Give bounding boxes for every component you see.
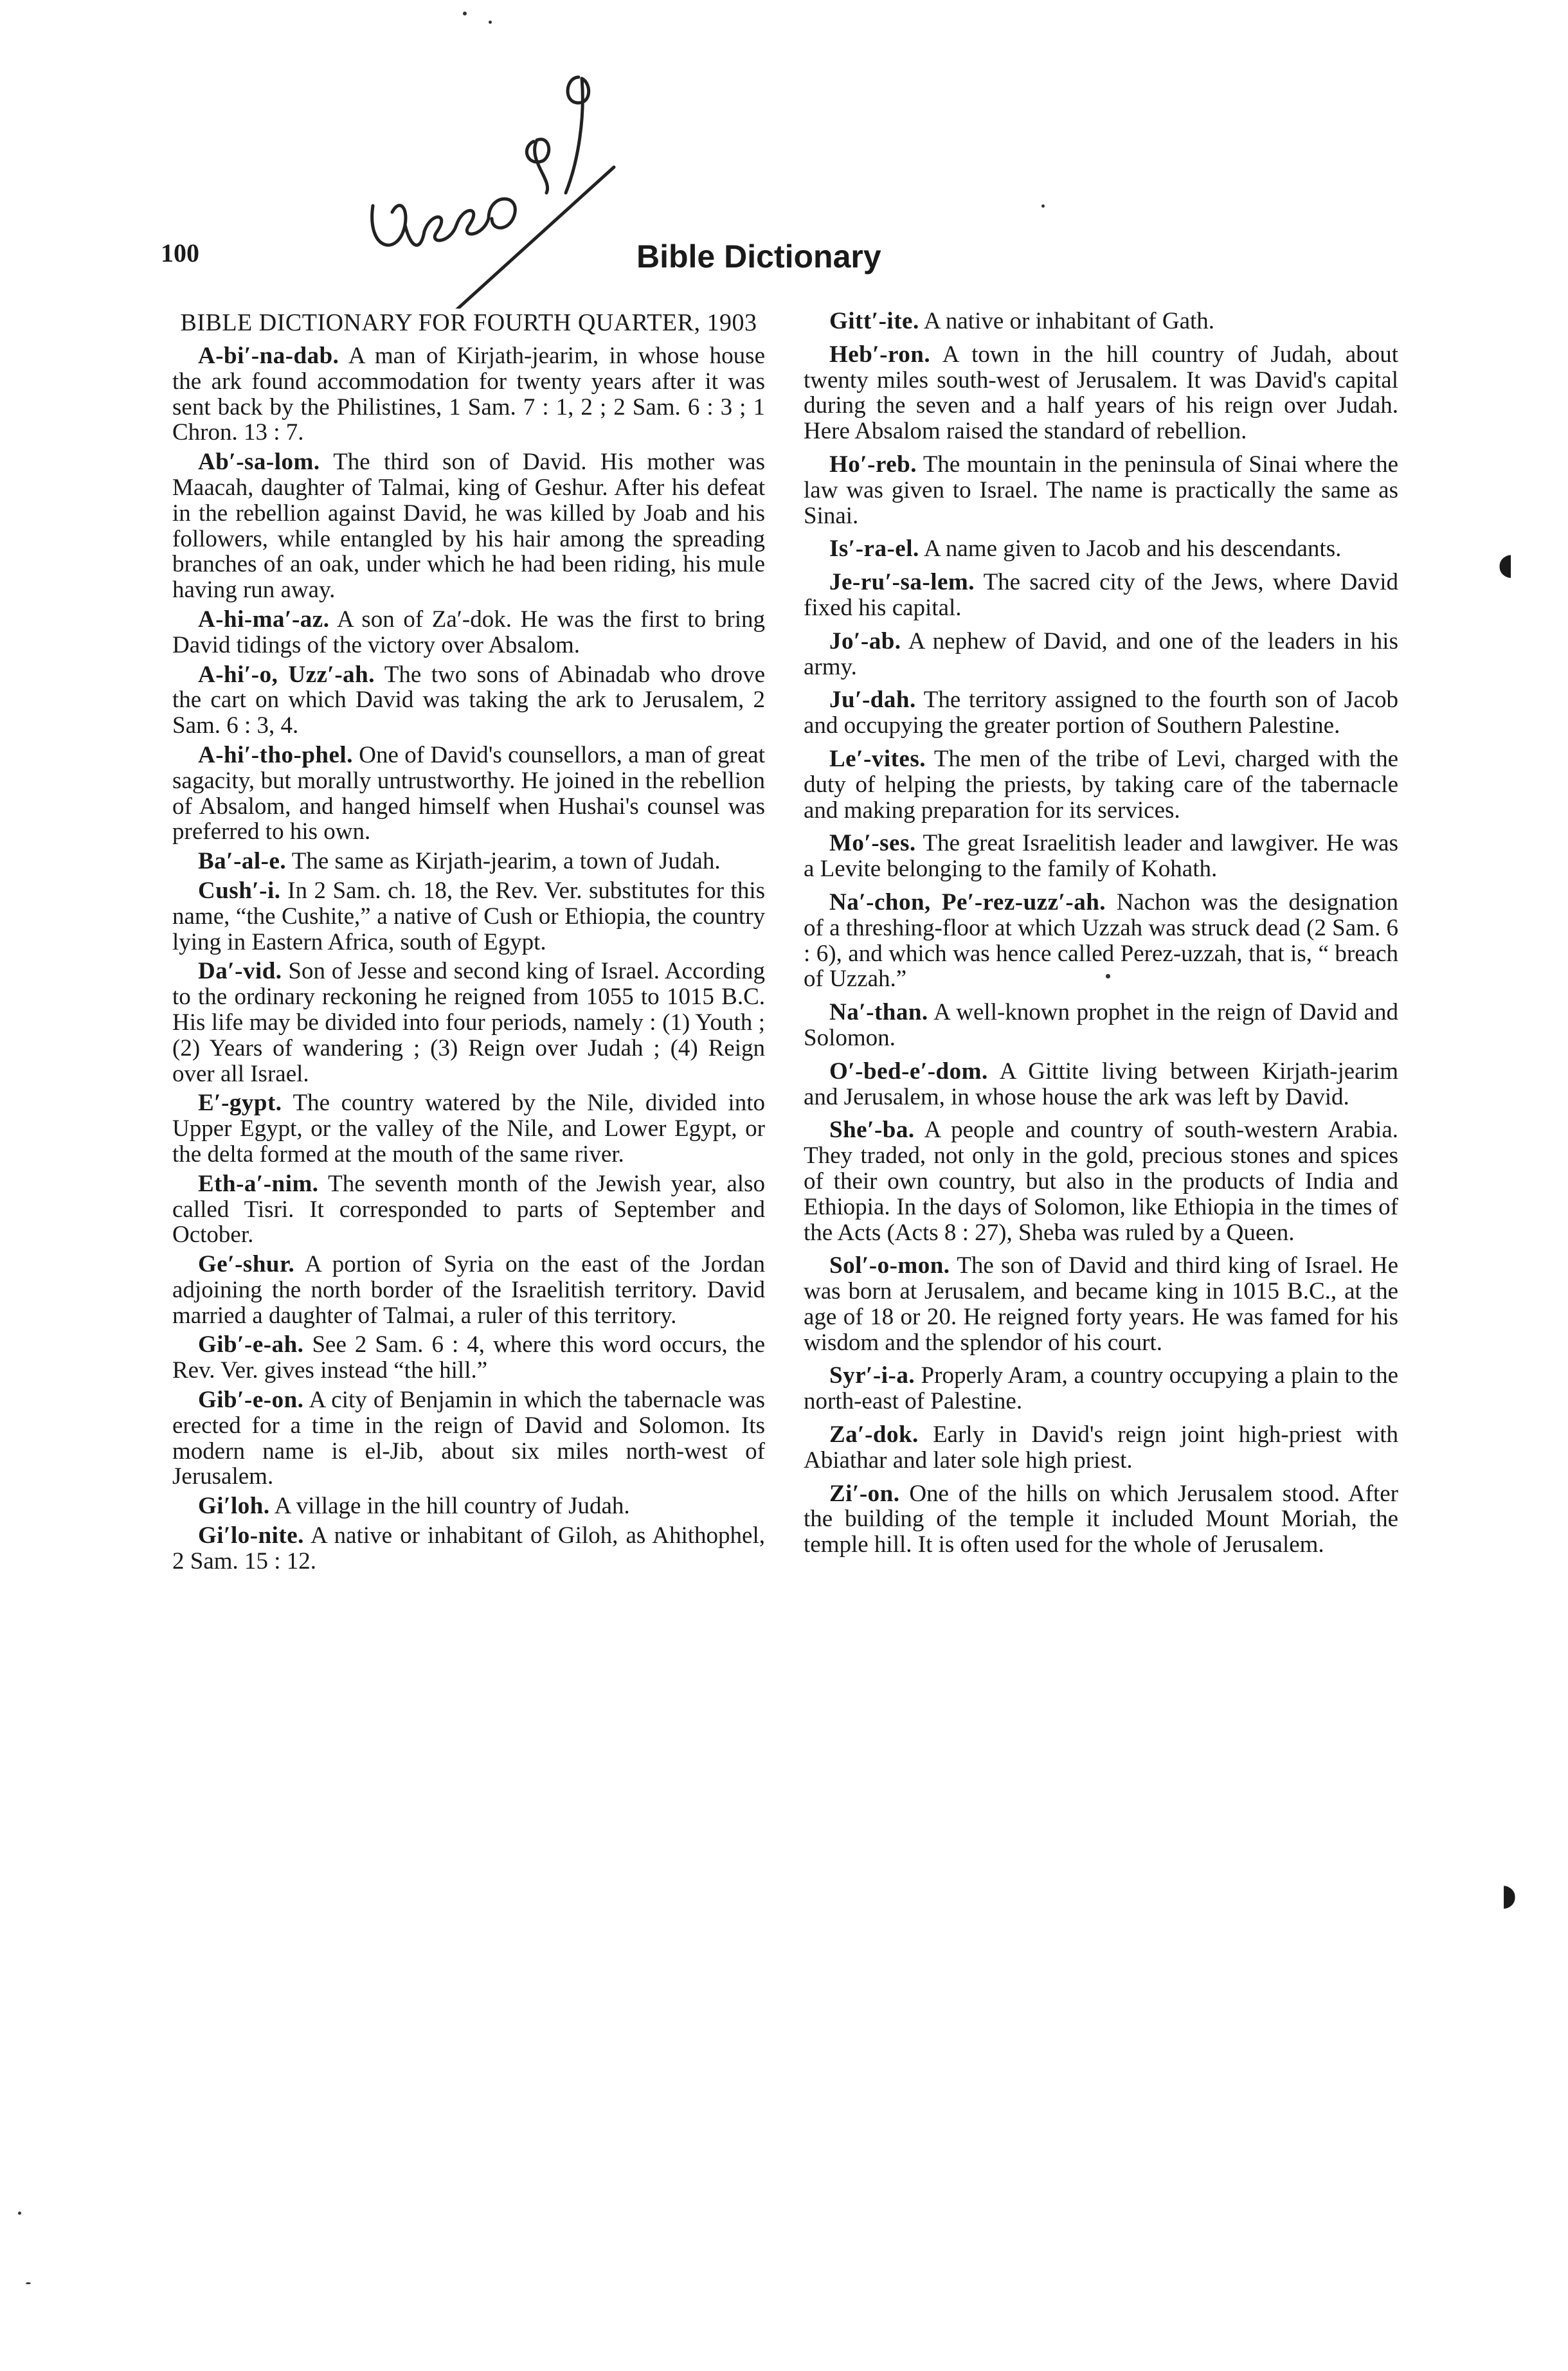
entry-definition: A name given to Jacob and his descendants. [923,536,1342,563]
dictionary-entry [804,309,1398,334]
dictionary-entry [804,452,1398,528]
entry-term: A-bi′-na-dab. [198,343,339,369]
entry-definition: Early in David's reign joint high-priest with Abiathar and later sole high priest. [804,1421,1398,1474]
entry-term: Za′-dok. [829,1421,919,1448]
dictionary-entry [172,743,765,845]
entry-definition: The men of the tribe of Levi, charged with the duty of helping the priests, by taking care of the tabernacle and making preparation for its services. [804,745,1398,824]
speck [1106,974,1110,978]
speck [1041,204,1045,208]
dictionary-entry [172,1523,765,1574]
entry-term: Eth-a′-nim. [198,1170,319,1197]
dictionary-entry [804,1363,1398,1414]
margin-mark: ◗ [1501,1877,1517,1912]
entry-definition: A village in the hill country of Judah. [274,1493,630,1520]
dictionary-entry [804,629,1398,680]
dictionary-entry [804,570,1398,621]
dictionary-entry [172,1332,765,1384]
dictionary-entry [172,959,765,1086]
entry-definition: A native or inhabitant of Giloh, as Ahithophel, 2 Sam. 15 : 12. [172,1522,765,1574]
entry-term: A-hi′-o, Uzz′-ah. [198,661,375,688]
entry-term: Na′-than. [829,999,928,1026]
entry-definition: The country watered by the Nile, divided into Upper Egypt, or the valley of the Nile, and Lower Egypt, or the delta formed at the mouth of the same river. [172,1090,765,1167]
dictionary-entry [804,831,1398,882]
dictionary-entry [804,1481,1398,1558]
page-number: 100 [161,239,199,267]
entry-term: Ab′-sa-lom. [198,449,320,476]
entry-term: Ju′-dah. [829,687,916,714]
running-head: Bible Dictionary [636,239,881,275]
dictionary-entry [804,746,1398,823]
entry-definition: A people and country of south-western Arabia. They traded, not only in the gold, precious stones and spices of their own country, but also in the products of India and Ethiopia. In the days of Solomon, like Ethiopia in the times of the Acts (Acts 8 : 27), Sheba was ruled by a Queen. [804,1117,1398,1246]
entry-term: O′-bed-e′-dom. [829,1058,988,1085]
dictionary-entry [172,849,765,874]
entry-definition: A well-known prophet in the reign of David and Solomon. [804,999,1398,1051]
entry-definition: The same as Kirjath-jearim, a town of Judah. [291,848,721,875]
entry-term: Le′-vites. [829,745,926,772]
entry-term: Ge′-shur. [198,1251,295,1278]
entry-term: E′-gypt. [198,1090,282,1117]
dictionary-entry [172,1090,765,1167]
entry-definition: A son of Za′-dok. He was the first to bring David tidings of the victory over Absalom. [172,606,765,658]
dictionary-entry [804,1117,1398,1245]
dictionary-entry [804,687,1398,739]
entry-definition: The two sons of Abinadab who drove the cart on which David was taking the ark to Jerusalem, 2 Sam. 6 : 3, 4. [172,661,765,739]
dictionary-entry [804,342,1398,444]
speck [463,12,467,15]
dictionary-entry [172,662,765,739]
right-column [804,309,1398,1565]
dictionary-entry [172,1171,765,1248]
left-entries [172,343,765,1574]
entry-definition: The third son of David. His mother was Maacah, daughter of Talmai, king of Geshur. After his defeat in the rebellion against David, he was killed by Joab and his followers, while entangled by his hair among the spreading branches of an oak, under which he had been riding, his mule having run away. [172,449,765,604]
left-column [172,309,765,1578]
entry-definition: Properly Aram, a country occupying a plain to the north-east of Palestine. [804,1362,1398,1415]
entry-term: Syr′-i-a. [829,1362,915,1389]
entry-definition: A portion of Syria on the east of the Jordan adjoining the north border of the Israelitish territory. David married a daughter of Talmai, a ruler of this territory. [172,1251,766,1329]
entry-term: Na′-chon, Pe′-rez-uzz′-ah. [829,888,1106,915]
speck [26,2282,31,2284]
entry-definition: In 2 Sam. ch. 18, the Rev. Ver. substitutes for this name, “the Cushite,” a native of Cush or Ethiopia, the country lying in Eastern Africa, south of Egypt. [172,877,766,955]
entry-definition: The son of David and third king of Israel. He was born at Jerusalem, and became king in 1015 B.C., at the age of 18 or 20. He reigned forty years. He was famed for his wisdom and the splendor of his court. [804,1252,1398,1356]
entry-term: Gitt′-ite. [829,308,919,334]
entry-term: Zi′-on. [829,1480,900,1507]
entry-term: She′-ba. [829,1117,915,1144]
entry-definition: The territory assigned to the fourth son of Jacob and occupying the greater portion of Southern Palestine. [804,687,1398,739]
entry-term: A-hi-ma′-az. [198,606,330,633]
entry-term: Mo′-ses. [829,830,916,857]
entry-definition: One of the hills on which Jerusalem stood. After the building of the temple it included Mount Moriah, the temple hill. It is often used for the whole of Jerusalem. [804,1480,1398,1558]
dictionary-entry [172,449,765,603]
dictionary-entry [172,343,765,446]
dictionary-entry [172,607,765,658]
entry-definition: Nachon was the designation of a threshing-floor at which Uzzah was struck dead (2 Sam. 6 : 6), and which was hence called Perez-uzzah, that is, “ breach of Uzzah.” [804,888,1398,993]
entry-term: Is′-ra-el. [829,536,919,563]
right-entries [804,309,1398,1558]
entry-definition: A Gittite living between Kirjath-jearim and Jerusalem, in whose house the ark was left by David. [804,1058,1398,1110]
entry-definition: A nephew of David, and one of the leaders in his army. [804,627,1398,680]
speck [489,21,492,24]
entry-term: Je-ru′-sa-lem. [829,569,975,596]
dictionary-entry [172,1387,765,1490]
dictionary-entry [804,1253,1398,1355]
entry-definition: One of David's counsellors, a man of great sagacity, but morally untrustworthy. He joined in the rebellion of Absalom, and hanged himself when Hushai's counsel was preferred to his own. [172,741,766,845]
dictionary-entry [804,1000,1398,1051]
entry-term: Gi′lo-nite. [198,1522,304,1549]
entry-definition: A native or inhabitant of Gath. [923,308,1215,334]
dictionary-entry [172,878,765,955]
entry-term: Heb′-ron. [829,341,931,368]
dictionary-entry [804,1059,1398,1110]
entry-term: Gib′-e-ah. [198,1331,304,1358]
entry-term: Ho′-reb. [829,451,917,478]
dictionary-entry [804,536,1398,562]
entry-term: Sol′-o-mon. [829,1252,950,1279]
handwritten-annotation [360,39,630,309]
entry-term: Gi′loh. [198,1493,270,1520]
entry-definition: Son of Jesse and second king of Israel. According to the ordinary reckoning he reigned from 1055 to 1015 B.C. His life may be divided into four periods, namely : (1) Youth ; (2) Years of wandering ; (3) Reign over Judah ; (4) Reign over all Israel. [172,958,766,1087]
entry-term: Da′-vid. [198,958,282,985]
entry-definition: The mountain in the peninsula of Sinai where the law was given to Israel. The name is practically the same as Sinai. [804,451,1398,529]
dictionary-entry [172,1252,765,1328]
section-title: BIBLE DICTIONARY FOR FOURTH QUARTER, 1903 [180,309,757,336]
entry-definition: A town in the hill country of Judah, about twenty miles south-west of Jerusalem. It was David's capital during the seven and a half years of his reign over Judah. Here Absalom raised the standard of rebellion. [804,341,1398,445]
entry-definition: See 2 Sam. 6 : 4, where this word occurs, the Rev. Ver. gives instead “the hill.” [172,1331,765,1384]
entry-definition: The great Israelitish leader and lawgiver. He was a Levite belonging to the family of Kohath. [804,830,1398,883]
dictionary-entry [172,1493,765,1519]
speck [18,2212,21,2215]
entry-term: Gib′-e-on. [198,1387,304,1414]
entry-definition: A man of Kirjath-jearim, in whose house the ark found accommodation for twenty years after it was sent back by the Philistines, 1 Sam. 7 : 1, 2 ; 2 Sam. 6 : 3 ; 1 Chron. 13 : 7. [172,343,765,446]
dictionary-entry [804,890,1398,992]
entry-term: A-hi′-tho-phel. [198,741,353,768]
entry-term: Cush′-i. [198,877,281,904]
entry-definition: The sacred city of the Jews, where David fixed his capital. [804,569,1398,621]
entry-term: Ba′-al-e. [198,848,287,875]
dictionary-entry [804,1422,1398,1474]
entry-definition: A city of Benjamin in which the tabernacle was erected for a time in the reign of David and Solomon. Its modern name is el-Jib, about six miles north-west of Jerusalem. [172,1387,765,1490]
entry-term: Jo′-ab. [829,627,901,654]
entry-definition: The seventh month of the Jewish year, also called Tisri. It corresponded to parts of September and October. [172,1170,765,1249]
margin-mark: ◖ [1498,546,1514,581]
